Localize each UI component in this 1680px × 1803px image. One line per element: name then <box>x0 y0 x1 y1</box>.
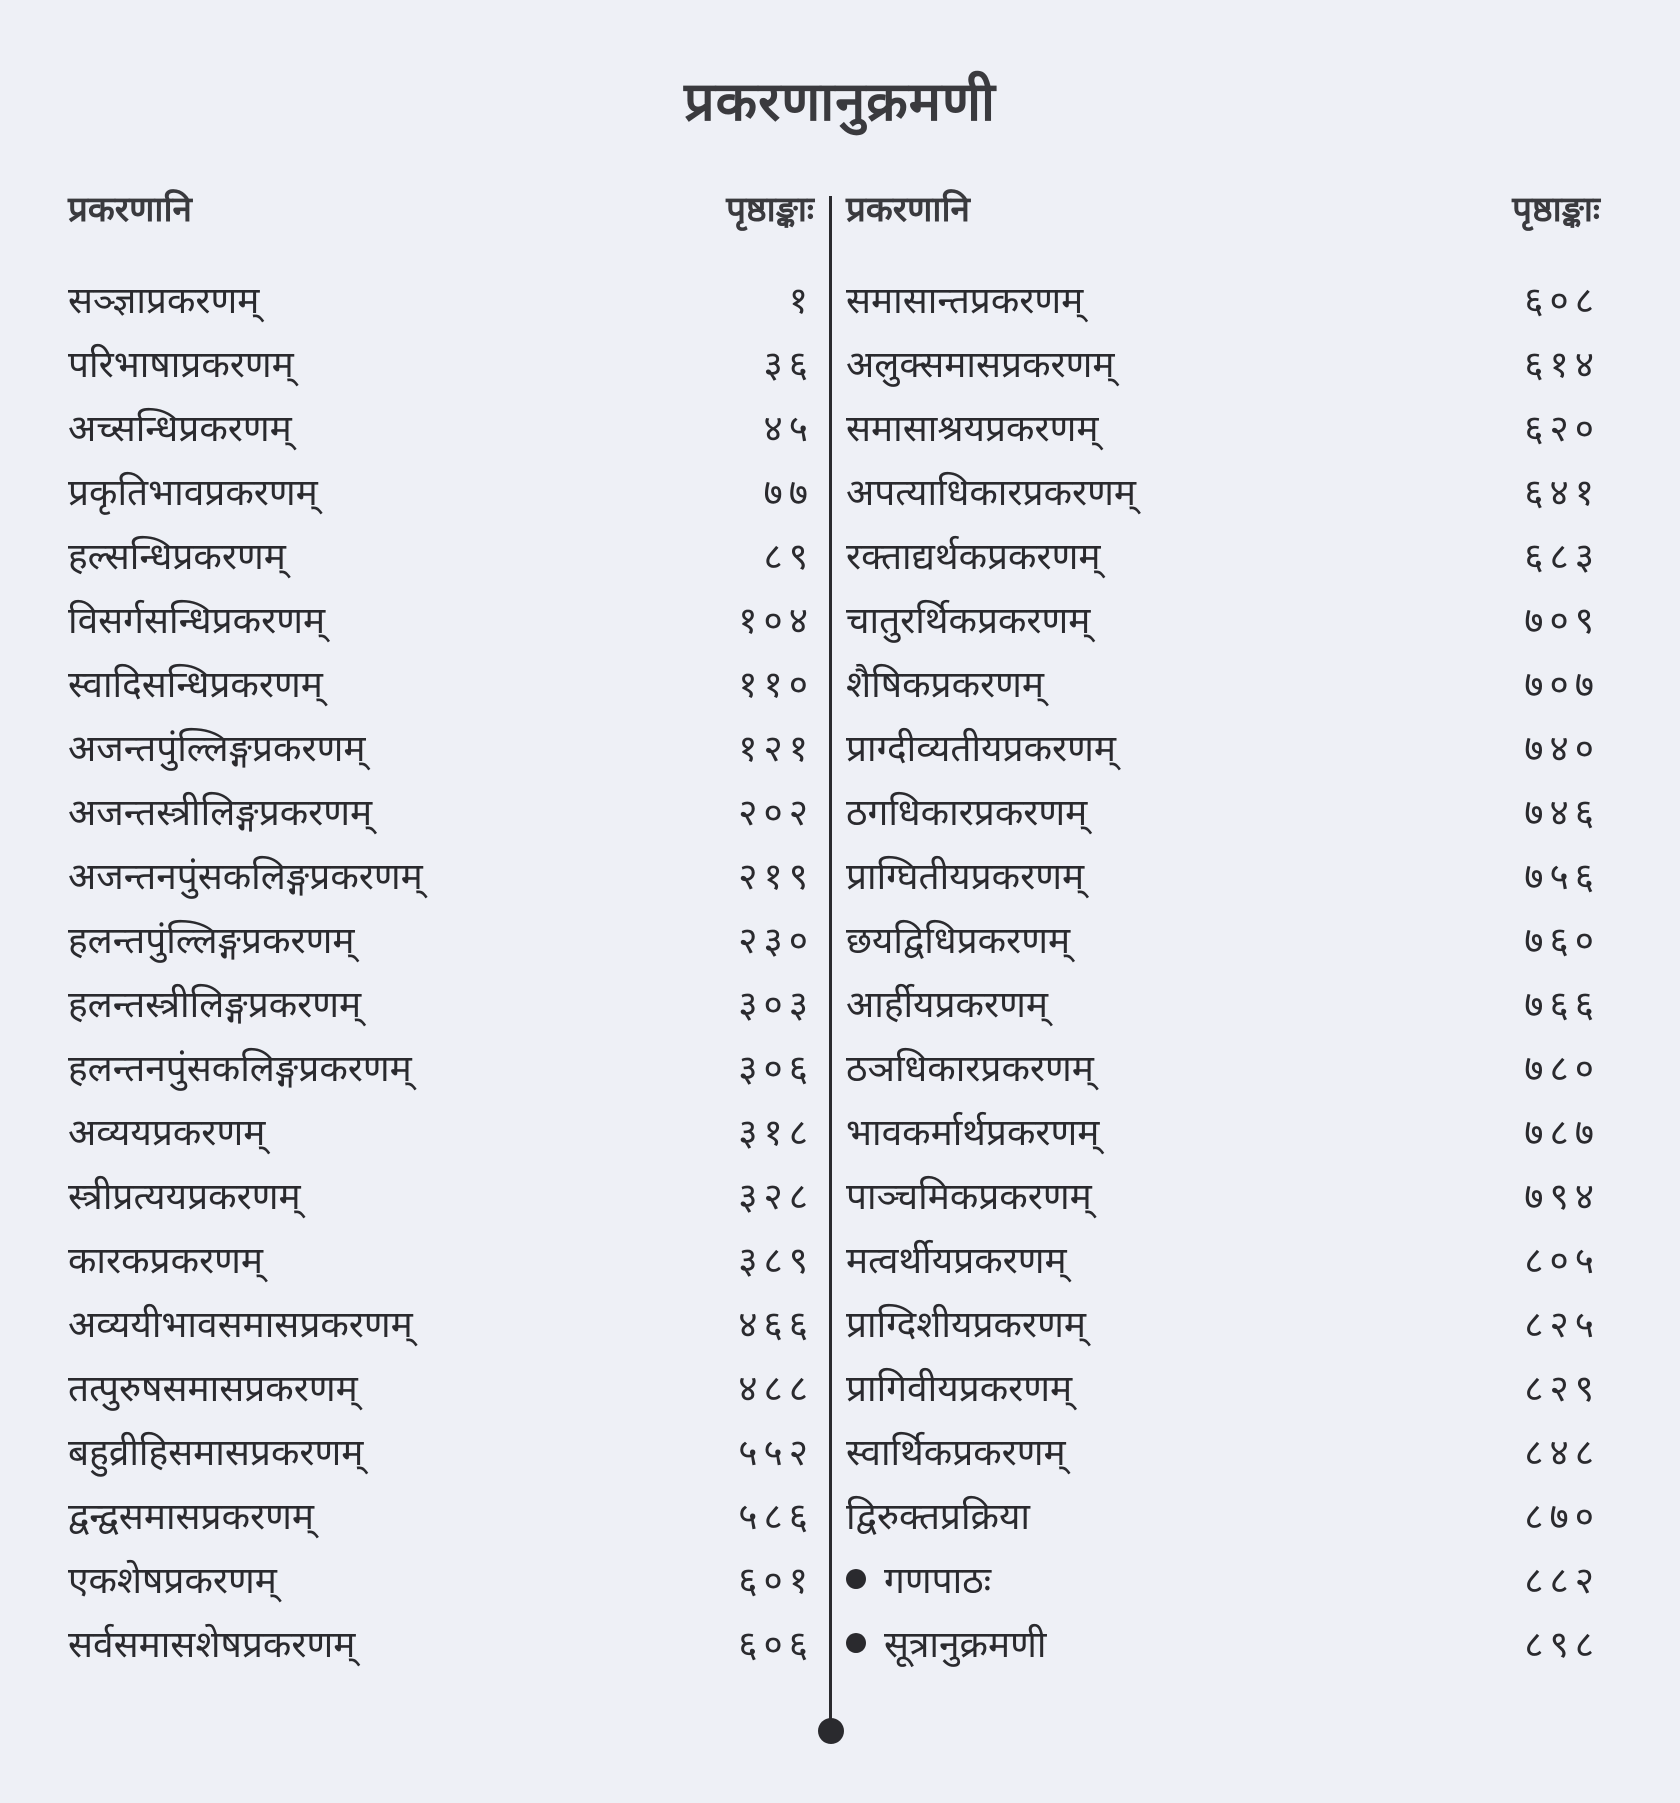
toc-entry-name: छयद्विधिप्रकरणम् <box>846 919 1071 962</box>
toc-entry <box>68 1549 814 1613</box>
toc-entry <box>846 1229 1600 1293</box>
toc-entry <box>846 461 1600 525</box>
toc-entry-name: एकशेषप्रकरणम् <box>68 1559 277 1602</box>
toc-entry-name: प्रागिवीयप्रकरणम् <box>846 1367 1073 1410</box>
toc-entry <box>68 397 814 461</box>
toc-entry-page: २३० <box>738 919 814 962</box>
toc-entry-name: कारकप्रकरणम् <box>68 1239 264 1282</box>
toc-entry-label: गणपाठः <box>884 1559 992 1602</box>
toc-entry <box>846 269 1600 333</box>
toc-entry <box>846 909 1600 973</box>
toc-entry <box>68 1101 814 1165</box>
toc-entry-name: हल्सन्धिप्रकरणम् <box>68 535 286 578</box>
toc-entry-name: अजन्तस्त्रीलिङ्गप्रकरणम् <box>68 791 373 834</box>
toc-entry-page: ७८० <box>1524 1047 1600 1090</box>
toc-entry-page: १२१ <box>738 727 814 770</box>
section-name-header: प्रकरणानि <box>846 190 970 230</box>
toc-entry-name: प्रकृतिभावप्रकरणम् <box>68 471 318 514</box>
toc-entry-name: स्त्रीप्रत्ययप्रकरणम् <box>68 1175 301 1218</box>
column-divider <box>829 196 832 1730</box>
toc-entry <box>846 653 1600 717</box>
toc-entry-page: ६०६ <box>738 1623 814 1666</box>
toc-entry <box>846 1421 1600 1485</box>
toc-entry-name: रक्ताद्यर्थकप्रकरणम् <box>846 535 1101 578</box>
toc-entry-page: ४५ <box>763 407 814 450</box>
toc-entry-name: पाञ्चमिकप्रकरणम् <box>846 1175 1092 1218</box>
toc-entry <box>68 653 814 717</box>
toc-entry-name: शैषिकप्रकरणम् <box>846 663 1045 706</box>
toc-entry <box>68 973 814 1037</box>
toc-entry-name: हलन्तस्त्रीलिङ्गप्रकरणम् <box>68 983 362 1026</box>
toc-entry-page: १०४ <box>738 599 814 642</box>
toc-entry-page: ६०८ <box>1524 279 1600 322</box>
toc-entry <box>846 1613 1600 1677</box>
toc-entry-name: समासाश्रयप्रकरणम् <box>846 407 1099 450</box>
toc-entry-page: ४६६ <box>738 1303 814 1346</box>
toc-entry <box>68 1037 814 1101</box>
toc-entry-name: प्राग्दिशीयप्रकरणम् <box>846 1303 1086 1346</box>
toc-entry-name: अव्ययप्रकरणम् <box>68 1111 266 1154</box>
toc-entry <box>68 909 814 973</box>
toc-entry <box>846 845 1600 909</box>
left-column <box>68 185 814 1666</box>
toc-entry <box>68 845 814 909</box>
toc-entry-name: ठगधिकारप्रकरणम् <box>846 791 1088 834</box>
toc-entry-page: ८२९ <box>1524 1367 1600 1410</box>
toc-entry-name: तत्पुरुषसमासप्रकरणम् <box>68 1367 358 1410</box>
toc-entry-page: ८८२ <box>1524 1559 1600 1602</box>
toc-entry-name <box>846 1613 1046 1677</box>
toc-entry-name: चातुरर्थिकप्रकरणम् <box>846 599 1091 642</box>
section-name-header: प्रकरणानि <box>68 190 192 230</box>
toc-entry <box>68 333 814 397</box>
toc-entry <box>846 333 1600 397</box>
toc-entry-name: सर्वसमासशेषप्रकरणम् <box>68 1623 356 1666</box>
toc-entry <box>68 781 814 845</box>
toc-entry-page: २१९ <box>738 855 814 898</box>
right-column-header <box>846 185 1600 241</box>
toc-entry-name: बहुव्रीहिसमासप्रकरणम् <box>68 1431 364 1474</box>
toc-entry-page: ७०९ <box>1524 599 1600 642</box>
right-entry-list <box>846 269 1600 1677</box>
toc-entry-page: ८७० <box>1524 1495 1600 1538</box>
toc-entry <box>846 397 1600 461</box>
toc-entry <box>846 1549 1600 1613</box>
toc-entry <box>68 525 814 589</box>
toc-entry-name: प्राग्घितीयप्रकरणम् <box>846 855 1085 898</box>
left-entry-list <box>68 269 814 1677</box>
toc-entry <box>846 525 1600 589</box>
toc-entry-page: ५८६ <box>738 1495 814 1538</box>
toc-entry <box>846 1101 1600 1165</box>
toc-entry-name: हलन्तनपुंसकलिङ्गप्रकरणम् <box>68 1047 412 1090</box>
toc-entry <box>68 1485 814 1549</box>
toc-entry-name: विसर्गसन्धिप्रकरणम् <box>68 599 326 642</box>
toc-entry-name: सञ्ज्ञाप्रकरणम् <box>68 279 260 322</box>
toc-entry <box>846 589 1600 653</box>
toc-entry-page: ३१८ <box>738 1111 814 1154</box>
toc-entry-name: ठञधिकारप्रकरणम् <box>846 1047 1094 1090</box>
toc-entry-page: ५५२ <box>738 1431 814 1474</box>
page-title: प्रकरणानुक्रमणी <box>683 70 997 133</box>
toc-entry-name: अच्सन्धिप्रकरणम् <box>68 407 292 450</box>
toc-entry-page: ६८३ <box>1524 535 1600 578</box>
toc-entry <box>846 1037 1600 1101</box>
toc-entry-page: ७८७ <box>1524 1111 1600 1154</box>
toc-entry-page: ८२५ <box>1524 1303 1600 1346</box>
toc-entry-page: ८९८ <box>1524 1623 1600 1666</box>
toc-entry <box>68 1357 814 1421</box>
toc-entry-page: ७४६ <box>1524 791 1600 834</box>
toc-entry-page: ७६० <box>1524 919 1600 962</box>
toc-entry-name: मत्वर्थीयप्रकरणम् <box>846 1239 1067 1282</box>
toc-entry-page: ६४१ <box>1524 471 1600 514</box>
toc-entry-name: प्राग्दीव्यतीयप्रकरणम् <box>846 727 1116 770</box>
toc-entry-page: ३८९ <box>738 1239 814 1282</box>
toc-entry-page: ७५६ <box>1524 855 1600 898</box>
toc-entry-page: ७०७ <box>1524 663 1600 706</box>
toc-entry <box>68 1165 814 1229</box>
toc-entry-page: ७९४ <box>1524 1175 1600 1218</box>
toc-entry-page: ६१४ <box>1524 343 1600 386</box>
page-number-header: पृष्ठाङ्काः <box>726 190 814 230</box>
toc-entry-page: ३६ <box>763 343 814 386</box>
toc-entry <box>68 269 814 333</box>
toc-entry-page: ३०६ <box>738 1047 814 1090</box>
page-number-header: पृष्ठाङ्काः <box>1512 190 1600 230</box>
toc-entry-page: ४८८ <box>738 1367 814 1410</box>
bullet-icon <box>846 1569 866 1589</box>
toc-entry-name: समासान्तप्रकरणम् <box>846 279 1084 322</box>
right-column <box>846 185 1600 1666</box>
toc-entry-name: भावकर्मार्थप्रकरणम् <box>846 1111 1100 1154</box>
toc-entry-name: परिभाषाप्रकरणम् <box>68 343 294 386</box>
toc-entry-name: अलुक्समासप्रकरणम् <box>846 343 1115 386</box>
toc-entry-name: द्विरुक्तप्रक्रिया <box>846 1495 1031 1538</box>
toc-entry-page: ७४० <box>1524 727 1600 770</box>
toc-entry <box>846 717 1600 781</box>
toc-entry-page: १ <box>788 279 814 322</box>
toc-entry-page: ३०३ <box>738 983 814 1026</box>
toc-entry <box>68 1229 814 1293</box>
toc-entry-name: अजन्तपुंल्लिङ्गप्रकरणम् <box>68 727 366 770</box>
toc-entry-name: स्वादिसन्धिप्रकरणम् <box>68 663 323 706</box>
toc-entry-page: ६०१ <box>738 1559 814 1602</box>
toc-entry-page: ८४८ <box>1524 1431 1600 1474</box>
toc-entry-page: ३२८ <box>738 1175 814 1218</box>
toc-entry-name: द्वन्द्वसमासप्रकरणम् <box>68 1495 315 1538</box>
toc-entry <box>68 461 814 525</box>
toc-entry <box>846 1293 1600 1357</box>
toc-entry <box>68 589 814 653</box>
toc-entry-name: अपत्याधिकारप्रकरणम् <box>846 471 1137 514</box>
toc-entry <box>846 1485 1600 1549</box>
toc-entry-page: ८९ <box>763 535 814 578</box>
toc-entry <box>68 717 814 781</box>
toc-entry-page: २०२ <box>738 791 814 834</box>
toc-entry-name <box>846 1549 991 1613</box>
toc-entry <box>68 1421 814 1485</box>
toc-entry <box>846 973 1600 1037</box>
toc-entry-name: आर्हीयप्रकरणम् <box>846 983 1048 1026</box>
bullet-icon <box>846 1633 866 1653</box>
toc-entry-name: हलन्तपुंल्लिङ्गप्रकरणम् <box>68 919 355 962</box>
toc-entry-label: सूत्रानुक्रमणी <box>884 1623 1047 1666</box>
toc-entry <box>68 1613 814 1677</box>
toc-entry-name: स्वार्थिकप्रकरणम् <box>846 1431 1066 1474</box>
left-column-header <box>68 185 814 241</box>
toc-entry-name: अजन्तनपुंसकलिङ्गप्रकरणम् <box>68 855 423 898</box>
toc-entry-page: ८०५ <box>1524 1239 1600 1282</box>
toc-entry-page: ६२० <box>1524 407 1600 450</box>
toc-entry <box>846 1357 1600 1421</box>
toc-entry-name: अव्ययीभावसमासप्रकरणम् <box>68 1303 413 1346</box>
toc-entry-page: ११० <box>738 663 814 706</box>
toc-entry <box>68 1293 814 1357</box>
divider-end-dot <box>818 1718 844 1744</box>
toc-entry-page: ७६६ <box>1524 983 1600 1026</box>
toc-entry <box>846 1165 1600 1229</box>
toc-entry-page: ७७ <box>763 471 814 514</box>
toc-entry <box>846 781 1600 845</box>
